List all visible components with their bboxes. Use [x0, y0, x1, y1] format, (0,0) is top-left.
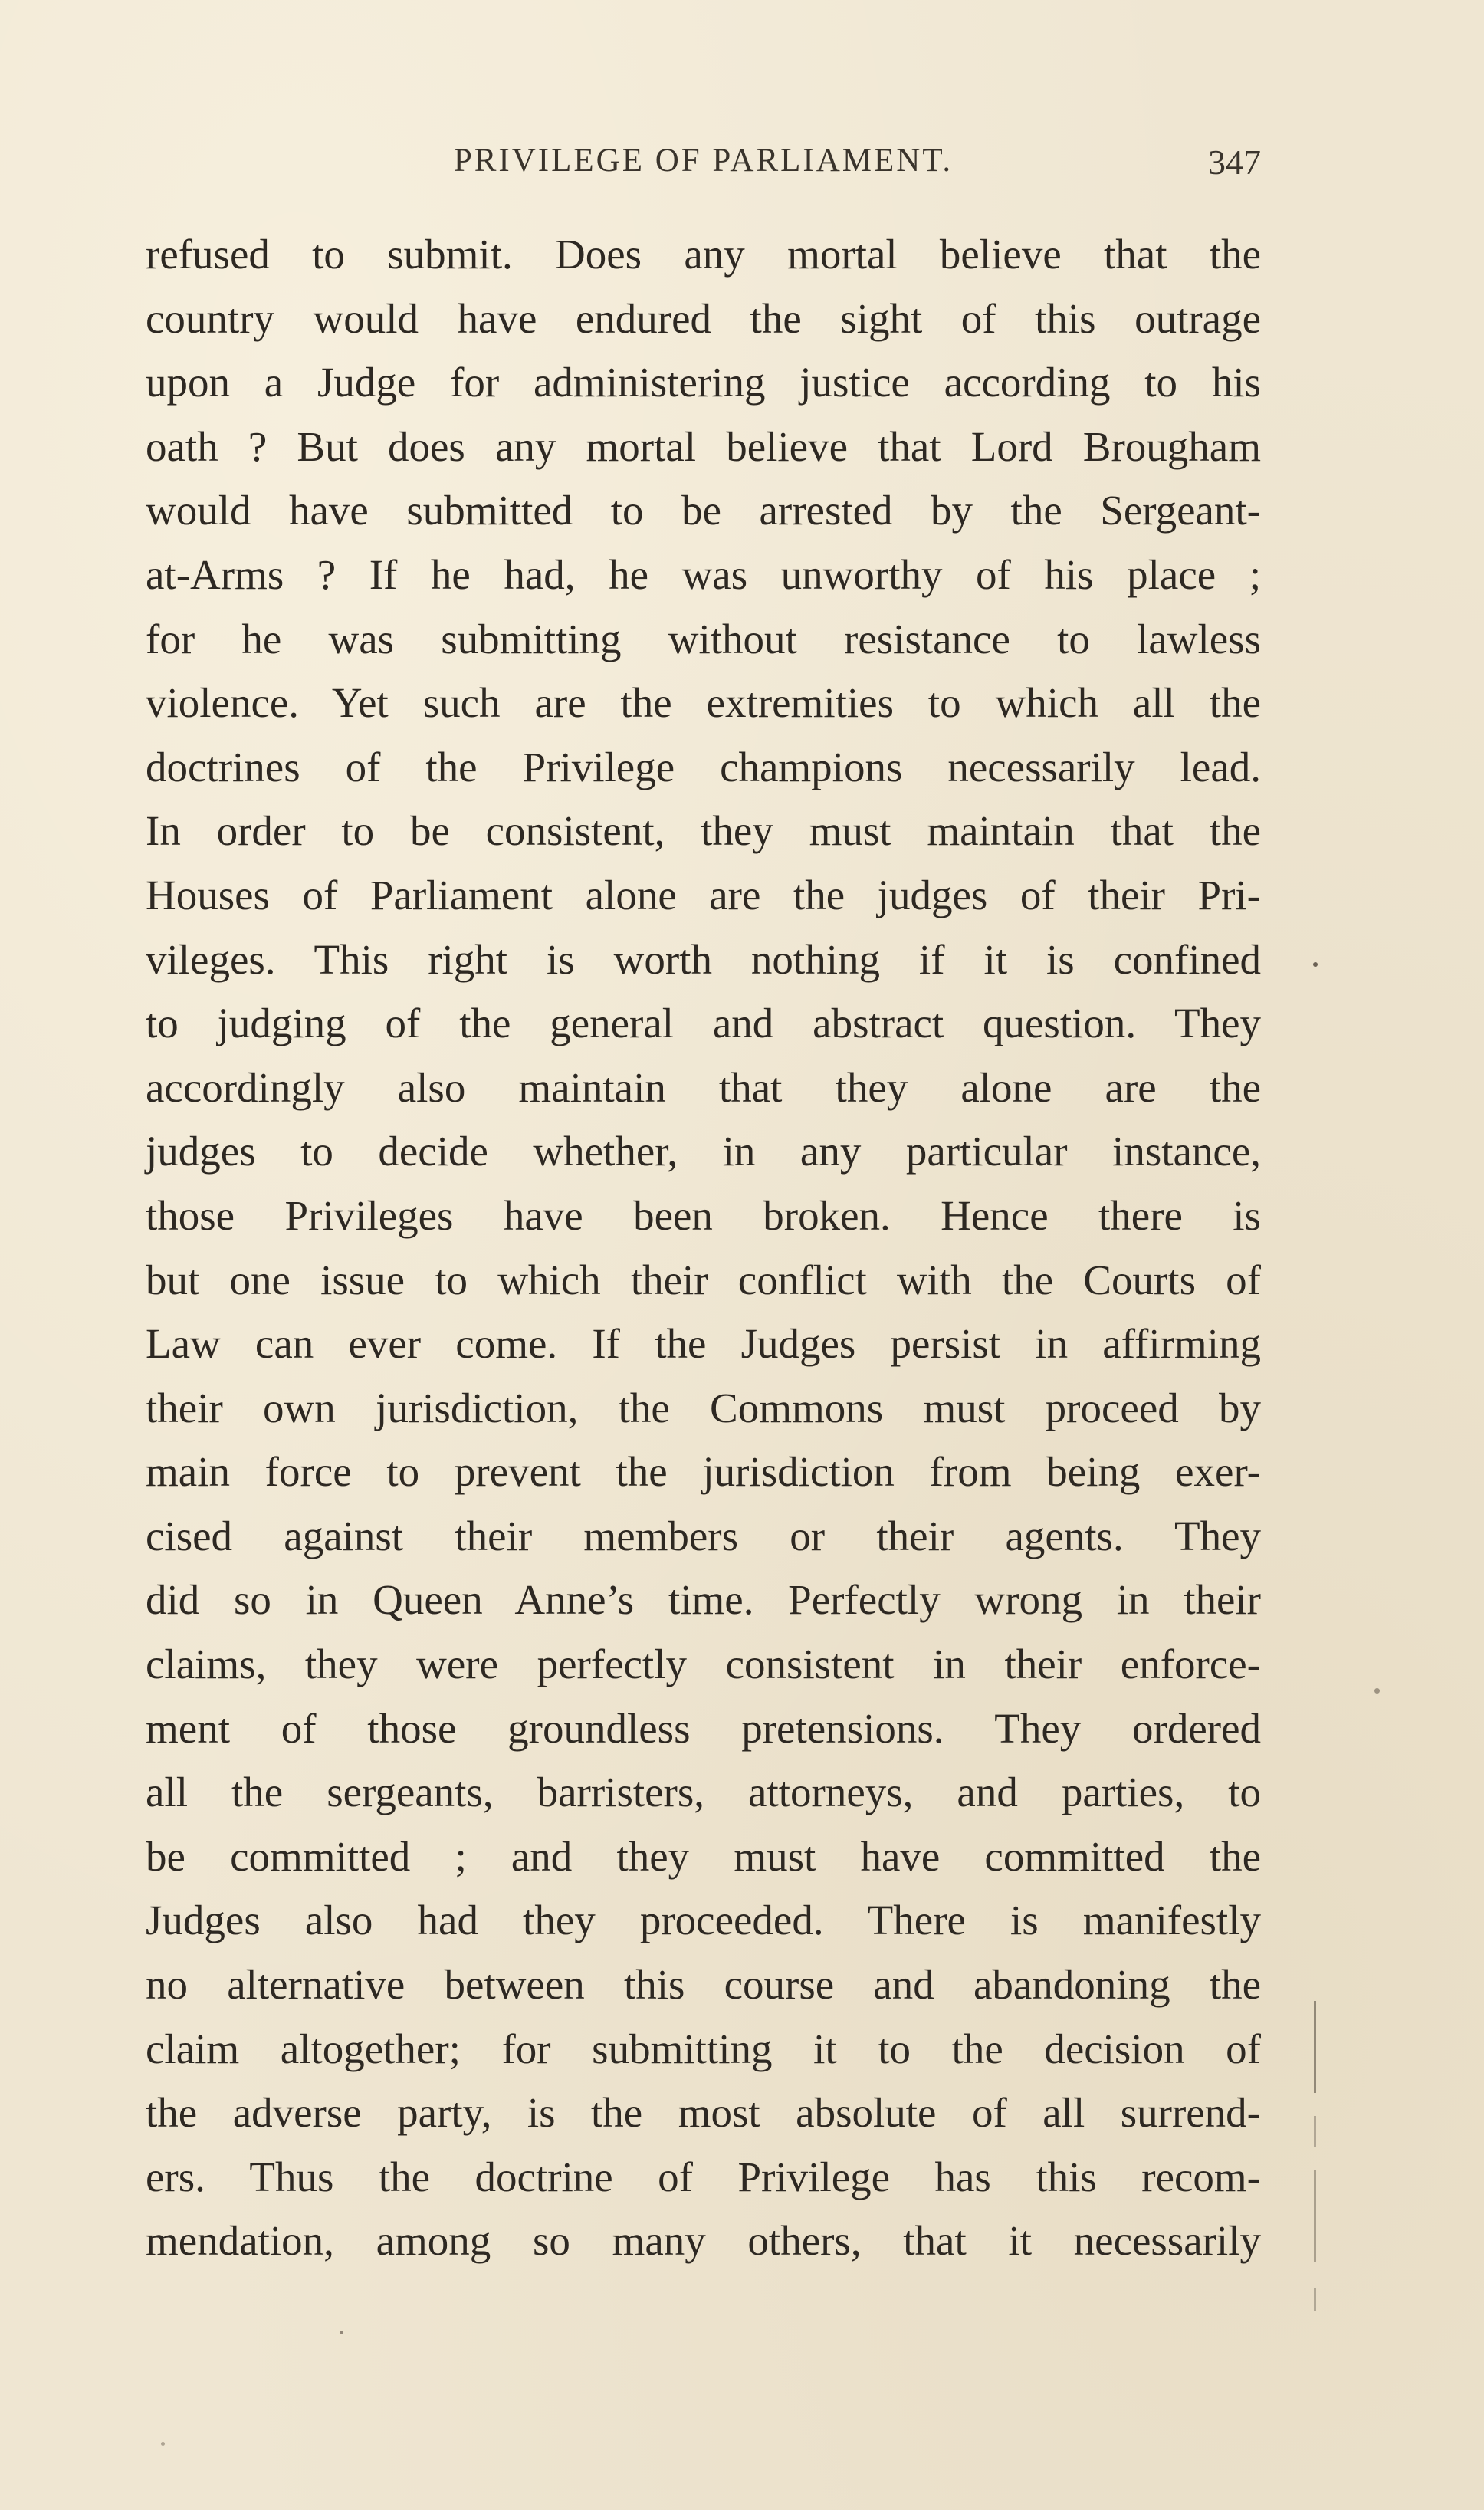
text-line: doctrines of the Privilege champions necessarily lead. [146, 743, 1261, 790]
text-line: claim altogether; for submitting it to the decision of [146, 2025, 1261, 2072]
text-line: ment of those groundless pretensions. They ordered [146, 1704, 1261, 1752]
text-line: did so in Queen Anne’s time. Perfectly wrong in their [146, 1576, 1261, 1624]
text-line: vileges. This right is worth nothing if it is confined [146, 935, 1261, 983]
margin-mark [1314, 2116, 1316, 2147]
text-line: at-Arms ? If he had, he was unworthy of his place ; [146, 550, 1261, 598]
text-line: all the sergeants, barristers, attorneys, and parties, to [146, 1769, 1261, 1816]
text-line: main force to prevent the jurisdiction from being exer- [146, 1448, 1261, 1496]
text-line: would have submitted to be arrested by the Sergeant- [146, 487, 1261, 534]
text-line: refused to submit. Does any mortal believe that the [146, 231, 1261, 278]
paper-speck [161, 2442, 165, 2446]
text-line: the adverse party, is the most absolute of all surrend- [146, 2089, 1261, 2137]
text-line: judges to decide whether, in any particular instance, [146, 1128, 1261, 1175]
text-line: country would have endured the sight of this outrage [146, 294, 1261, 342]
page-number: 347 [1208, 143, 1261, 182]
text-line: Houses of Parliament alone are the judges of their Pri- [146, 871, 1261, 918]
body-text [146, 222, 1261, 2273]
text-line: ers. Thus the doctrine of Privilege has this recom- [146, 2153, 1261, 2200]
text-line: Judges also had they proceeded. There is manifestly [146, 1897, 1261, 1944]
margin-mark [1314, 2170, 1316, 2262]
text-line: be committed ; and they must have committed the [146, 1832, 1261, 1880]
running-head [146, 142, 1261, 195]
text-line: to judging of the general and abstract question. They [146, 1000, 1261, 1047]
running-title: PRIVILEGE OF PARLIAMENT. [453, 143, 954, 179]
margin-mark [1314, 2001, 1316, 2093]
text-line: for he was submitting without resistance to lawless [146, 615, 1261, 662]
text-line: In order to be consistent, they must maintain that the [146, 807, 1261, 855]
margin-mark [1314, 2288, 1316, 2311]
text-line: no alternative between this course and abandoning the [146, 1961, 1261, 2009]
text-line: accordingly also maintain that they alone are the [146, 1063, 1261, 1111]
text-line: but one issue to which their conflict with the Courts of [146, 1256, 1261, 1303]
text-line: their own jurisdiction, the Commons must proceed by [146, 1384, 1261, 1431]
text-line: those Privileges have been broken. Hence there is [146, 1191, 1261, 1239]
paper-speck [1374, 1688, 1380, 1694]
paper-speck [340, 2331, 343, 2334]
text-line: mendation, among so many others, that it necessarily [146, 2217, 1261, 2265]
paper-speck [1313, 962, 1318, 967]
text-line: oath ? But does any mortal believe that Lord Brougham [146, 422, 1261, 470]
text-line: Law can ever come. If the Judges persist in affirming [146, 1320, 1261, 1368]
text-line: upon a Judge for administering justice according to his [146, 359, 1261, 406]
text-line: cised against their members or their agents. They [146, 1512, 1261, 1559]
text-line: violence. Yet such are the extremities to which all the [146, 679, 1261, 727]
text-line: claims, they were perfectly consistent in their enforce- [146, 1641, 1261, 1688]
